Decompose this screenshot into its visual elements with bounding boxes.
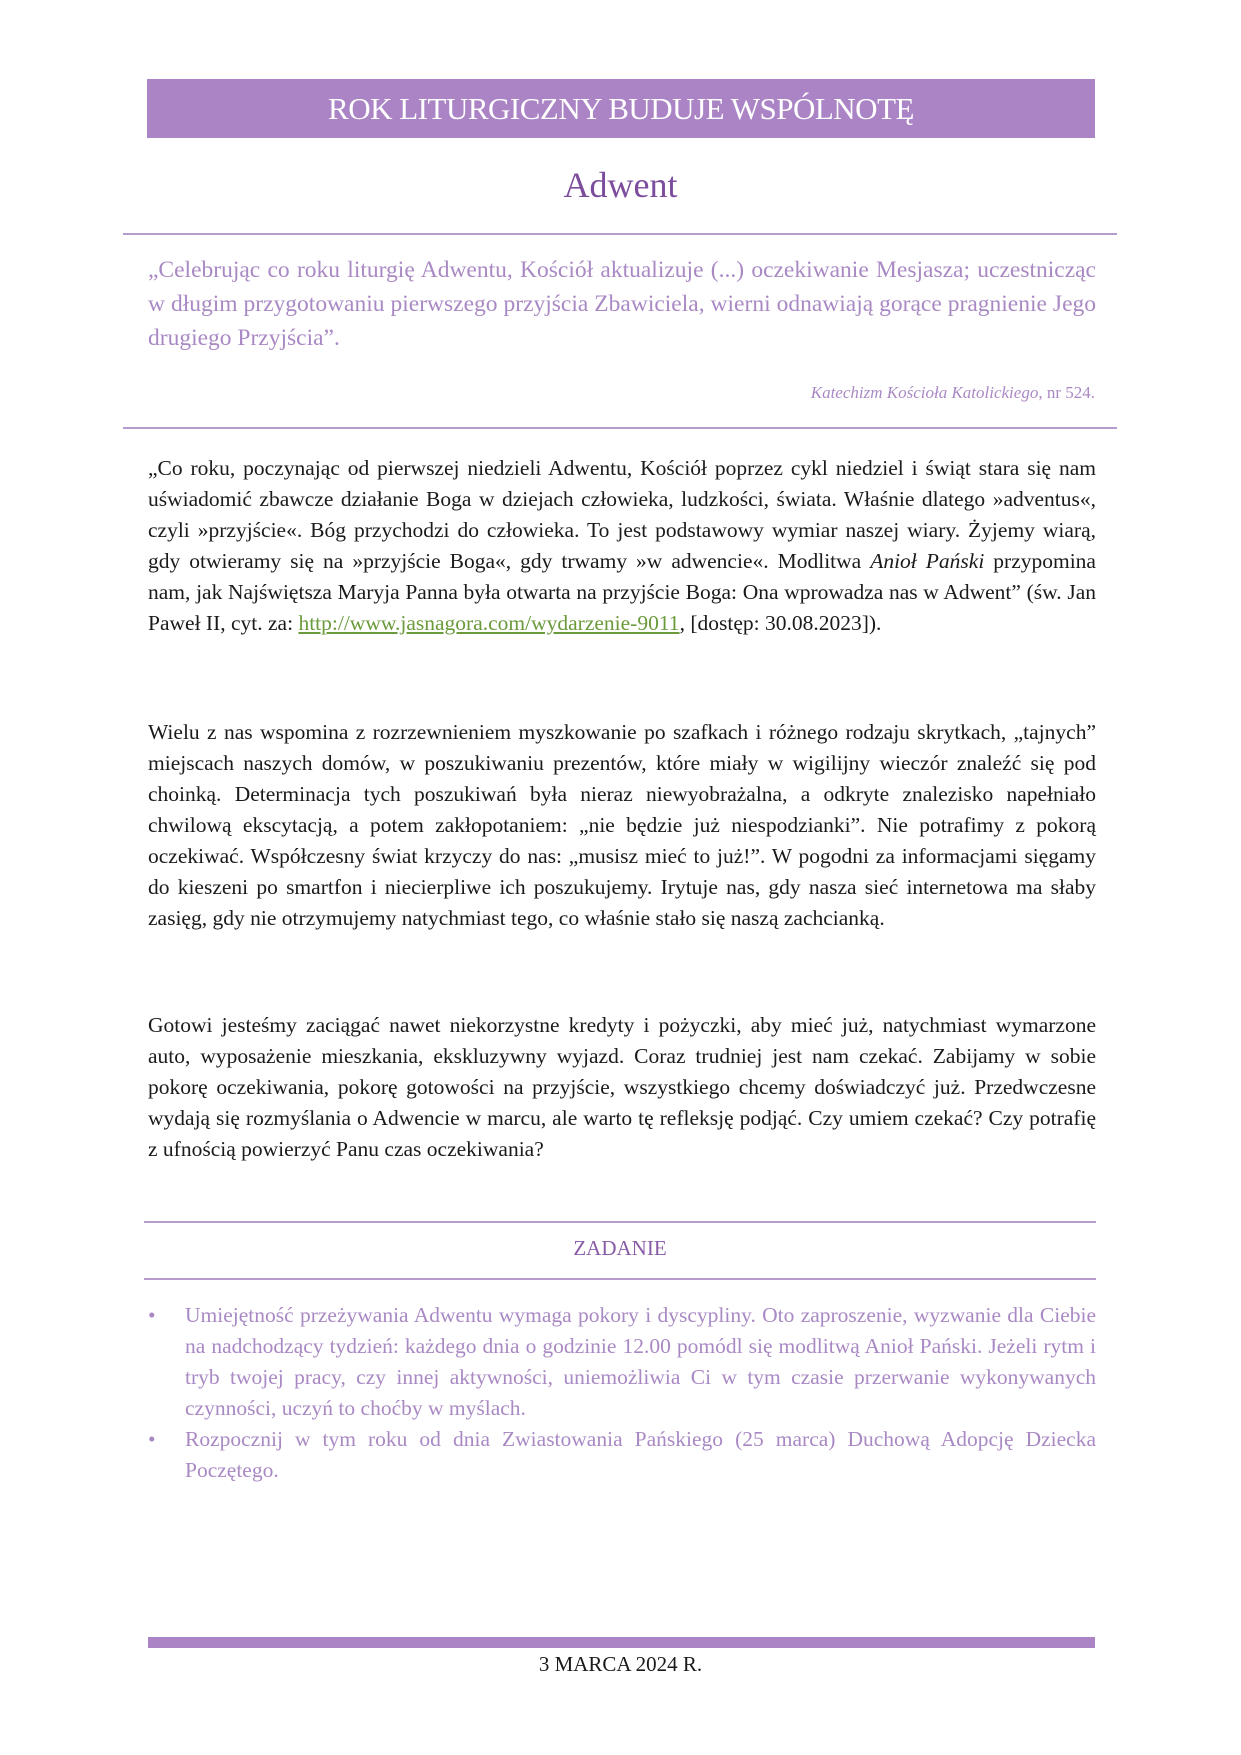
task-heading: ZADANIE — [573, 1236, 667, 1260]
quote-source-number: , nr 524. — [1038, 383, 1095, 402]
divider-task-top — [144, 1221, 1096, 1223]
task-item-text: Umiejętność przeżywania Adwentu wymaga pokory i dyscypliny. Oto zaproszenie, wyzwanie dla Ciebie na nadchodzący tydzień: każdego dnia o godzinie 12.00 pomódl się modlitwą Anioł Pański. Jeżeli rytm i tryb twojej pracy, czy innej aktywności, uniemożliwia Ci w tym czasie przerwanie wykonywanych czynności, uczyń to choćby w myślach. — [185, 1303, 1096, 1420]
footer-date: 3 MARCA 2024 R. — [538, 1652, 703, 1676]
task-list — [148, 1300, 1096, 1486]
bullet-icon: • — [148, 1427, 156, 1451]
divider-top — [123, 233, 1117, 235]
page-subtitle: Adwent — [563, 165, 678, 205]
paragraph-3: Gotowi jesteśmy zaciągać nawet niekorzystne kredyty i pożyczki, aby mieć już, natychmiast wymarzone auto, wyposażenie mieszkania, ekskluzywny wyjazd. Coraz trudniej jest nam czekać. Zabijamy w sobie pokorę oczekiwania, pokorę gotowości na przyjście, wszystkiego chcemy doświadczyć już. Przedwczesne wydają się rozmyślania o Adwencie w marcu, ale warto tę refleksję podjąć. Czy umiem czekać? Czy potrafię z ufnością powierzyć Panu czas oczekiwania? — [148, 1013, 1096, 1161]
footer-bar — [148, 1637, 1095, 1648]
paragraph-1-text-b: przypomina nam, jak Najświętsza Maryja Panna była otwarta na przyjście Boga: Ona wprowadza nas w Adwent” (św. Jan Paweł II, cyt. za: — [148, 549, 1096, 635]
catechism-quote: „Celebrując co roku liturgię Adwentu, Kościół aktualizuje (...) oczekiwanie Mesjasza; uczestnicząc w długim przygotowaniu pierwszego przyjścia Zbawiciela, wierni odnawiają gorące pragnienie Jego drugiego Przyjścia”. — [148, 257, 1096, 351]
paragraph-1-text-a: „Co roku, poczynając od pierwszej niedzieli Adwentu, Kościół poprzez cykl niedziel i świąt stara się nam uświadomić zbawcze działanie Boga w dziejach człowieka, ludzkości, świata. Właśnie dlatego »adventus«, czyli »przyjście«. Bóg przychodzi do człowieka. To jest podstawowy wymiar naszej wiary. Żyjemy wiarą, gdy otwieramy się na »przyjście Boga«, gdy trwamy »w adwencie«. Modlitwa — [148, 456, 1096, 573]
divider-quote-bottom — [123, 427, 1117, 429]
quote-source — [811, 383, 1095, 403]
task-item — [148, 1424, 1096, 1486]
quote-source-title: Katechizm Kościoła Katolickiego — [810, 383, 1039, 402]
paragraph-1-text-c: , [dostęp: 30.08.2023]). — [679, 611, 882, 635]
paragraph-1-prayer-title: Anioł Pański — [870, 549, 985, 573]
task-item-text: Rozpocznij w tym roku od dnia Zwiastowania Pańskiego (25 marca) Duchową Adopcję Dziecka Poczętego. — [185, 1427, 1096, 1482]
divider-task-bottom — [144, 1278, 1096, 1280]
bullet-icon: • — [148, 1303, 156, 1327]
paragraph-1 — [148, 453, 1096, 639]
task-item — [148, 1300, 1096, 1424]
page-banner — [147, 79, 1095, 138]
banner-title: ROK LITURGICZNY BUDUJE WSPÓLNOTĘ — [328, 90, 914, 126]
source-link[interactable]: http://www.jasnagora.com/wydarzenie-9011 — [298, 611, 680, 635]
paragraph-2: Wielu z nas wspomina z rozrzewnieniem myszkowanie po szafkach i różnego rodzaju skrytkach, „tajnych” miejscach naszych domów, w poszukiwaniu prezentów, które miały w wigilijny wieczór znaleźć się pod choinką. Determinacja tych poszukiwań była nieraz niewyobrażalna, a odkryte znalezisko napełniało chwilową ekscytacją, a potem zakłopotaniem: „nie będzie już niespodzianki”. Nie potrafimy z pokorą oczekiwać. Współczesny świat krzyczy do nas: „musisz mieć to już!”. W pogodni za informacjami sięgamy do kieszeni po smartfon i niecierpliwe ich poszukujemy. Irytuje nas, gdy nasza sieć internetowa ma słaby zasięg, gdy nie otrzymujemy natychmiast tego, co właśnie stało się naszą zachcianką. — [148, 720, 1096, 930]
